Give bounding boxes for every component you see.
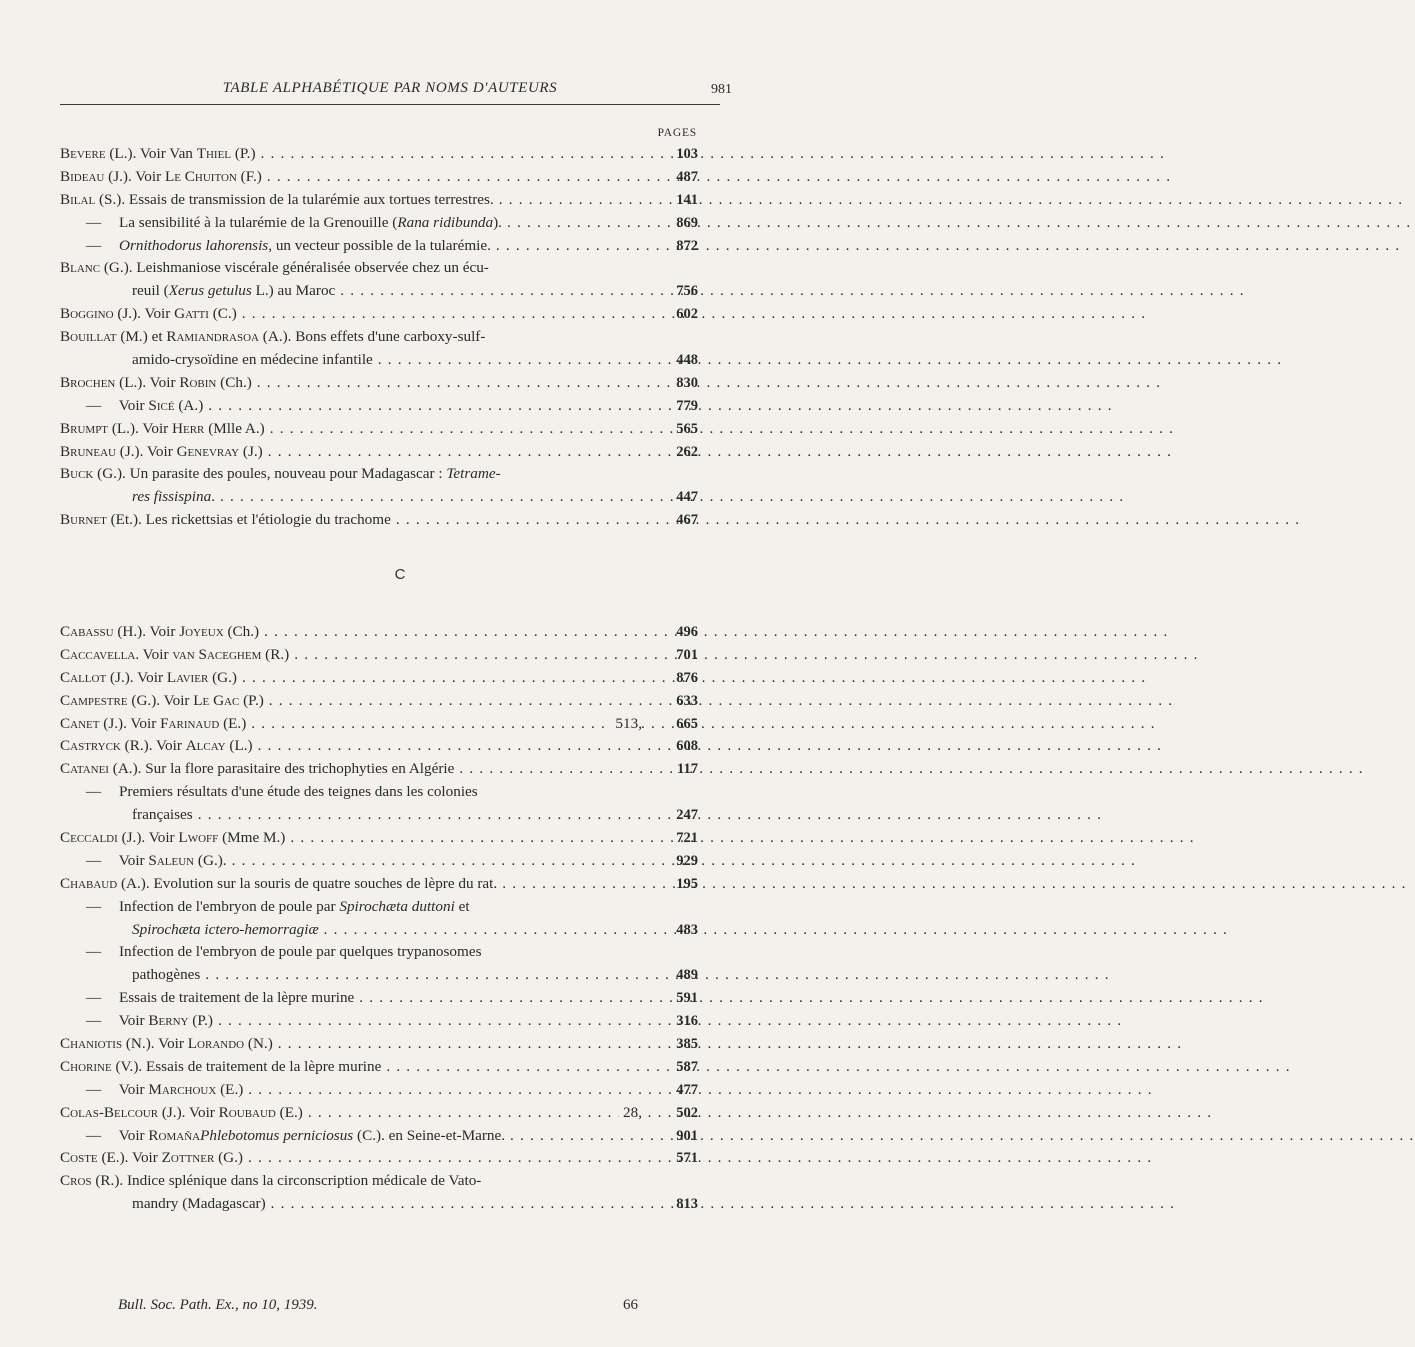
entry-text	[132, 280, 646, 303]
referenced-author: Herr	[172, 419, 205, 437]
extra-page: 513,	[611, 713, 642, 736]
entry-detail: (H.). Voir	[113, 623, 180, 640]
author-name: Catanei	[60, 760, 109, 778]
entry-detail: (Mme M.)	[218, 829, 286, 847]
entry-detail: mandry (Madagascar)	[132, 1195, 266, 1213]
entry-text	[60, 189, 646, 212]
index-entry	[60, 987, 698, 1010]
entry-detail: (L.). Voir	[115, 373, 180, 391]
running-header	[60, 78, 732, 105]
index-entry	[60, 372, 698, 395]
entry-text	[60, 621, 646, 644]
entry-detail: (J.). Voir	[158, 1103, 219, 1121]
entry-detail: (R.). Indice splénique dans la circonscription médicale de Vato-	[91, 1172, 482, 1190]
referenced-author: Genevray	[176, 442, 240, 460]
referenced-author: Lorando	[187, 1035, 245, 1053]
entry-text	[86, 1125, 646, 1148]
entry-detail: (P.)	[231, 145, 256, 162]
referenced-author: Gatti	[174, 305, 209, 323]
index-entry	[60, 303, 698, 326]
page-reference: 602	[676, 306, 698, 323]
entry-detail: (L.). Voir	[108, 419, 173, 437]
entry-detail: (C.).	[353, 1126, 389, 1144]
entry-detail: (G.). Leishmaniose viscérale généralisée observée chez un écu-	[100, 259, 489, 277]
referenced-author: Le Gac	[193, 691, 240, 709]
entry-detail: (C.)	[208, 305, 237, 323]
entry-detail: pathogènes	[132, 966, 201, 984]
index-entry	[60, 781, 698, 804]
entry-dash: —	[86, 897, 105, 915]
page-reference: 929	[676, 852, 698, 869]
page-reference: 756	[676, 283, 698, 300]
referenced-author: Romaña	[148, 1126, 201, 1144]
entry-detail: (R.)	[261, 645, 290, 663]
entry-detail: (M.) et	[116, 328, 167, 346]
scientific-name: Xerus getulus	[168, 282, 252, 300]
referenced-author: Lwoff	[178, 829, 219, 847]
entry-dash: —	[86, 396, 105, 414]
entry-detail: (R.). Voir	[120, 737, 186, 755]
entry-text	[132, 804, 646, 827]
page-reference: 502	[676, 1104, 698, 1121]
entry-detail: Infection de l'embryon de poule par	[118, 897, 340, 915]
entry-dash: —	[86, 1126, 105, 1144]
entry-detail: françaises	[132, 806, 193, 824]
referenced-author: Robin	[179, 373, 217, 391]
index-entry	[60, 212, 698, 235]
index-entry	[60, 1056, 698, 1079]
scientific-name: Phlebotomus perniciosus	[200, 1126, 354, 1144]
scientific-name: Rana ridibunda	[397, 213, 494, 231]
entry-detail: Infection de l'embryon de poule par quelques trypanosomes	[118, 943, 482, 961]
index-section-b	[60, 143, 698, 532]
entry-dash: —	[86, 213, 105, 231]
page-reference: 489	[676, 967, 698, 984]
index-entry	[60, 395, 698, 418]
entry-detail: (G.). Un parasite des poules, nouveau pour Madagascar :	[93, 465, 447, 483]
author-name: Boggino	[60, 305, 114, 323]
entry-detail: (A.). Bons effets d'une carboxy-sulf-	[259, 328, 486, 346]
entry-text	[60, 713, 646, 736]
entry-detail: (P.)	[188, 1012, 213, 1030]
pages-column-label: PAGES	[657, 127, 697, 139]
entry-text	[60, 873, 646, 896]
entry-text	[132, 964, 646, 987]
page-reference: 496	[676, 624, 698, 640]
author-name: Blanc	[60, 259, 101, 277]
page-reference: 487	[676, 168, 698, 185]
referenced-author: Saleun	[148, 851, 195, 869]
entry-dash: —	[86, 989, 105, 1007]
entry-text	[86, 395, 646, 418]
index-entry	[60, 441, 698, 464]
index-entry	[60, 463, 698, 486]
entry-detail: L.) au Maroc	[251, 282, 336, 300]
entry-detail: (J.). Voir	[104, 167, 165, 185]
entry-text	[60, 1170, 646, 1193]
page-footer	[118, 1297, 638, 1319]
scientific-name: res fissispina	[132, 488, 212, 506]
index-entry	[60, 896, 698, 919]
entry-text	[60, 1102, 646, 1125]
sheet-number: 66	[623, 1297, 638, 1313]
author-name: Campestre	[60, 691, 128, 709]
entry-detail: (V.). Essais de traitement de la lèpre murine	[111, 1057, 382, 1075]
page-reference: 779	[676, 397, 698, 414]
index-entry	[60, 667, 698, 690]
author-name: Bruneau	[60, 442, 116, 460]
page-reference: 448	[676, 352, 698, 369]
entry-text	[132, 1193, 646, 1216]
extra-page: 28,	[619, 1102, 642, 1125]
entry-text	[60, 1147, 646, 1170]
referenced-author: Farinaud	[160, 714, 220, 732]
referenced-author: Ramiandrasoa	[166, 328, 259, 346]
index-entry	[60, 189, 698, 212]
scientific-name: Ornithodorus lahorensis	[118, 236, 269, 254]
entry-detail: , un vecteur possible de la tularémie.	[268, 236, 491, 254]
entry-detail: (A.). Evolution sur la souris de quatre souches de lèpre du rat.	[117, 874, 498, 892]
entry-detail: Voir	[118, 1126, 149, 1144]
author-name: Coste	[60, 1149, 98, 1167]
entry-detail: (J.). Voir	[113, 305, 175, 323]
index-entry	[60, 1170, 698, 1193]
section-letter: C	[394, 566, 406, 583]
page-reference: 117	[677, 761, 698, 778]
entry-detail: (F.)	[236, 167, 262, 185]
page-reference: 103	[676, 146, 698, 162]
author-name: Caccavella	[60, 645, 136, 663]
index-entry	[60, 1125, 698, 1148]
author-name: Castryck	[60, 737, 121, 755]
entry-detail: en Seine-et-Marne.	[388, 1126, 506, 1144]
page-reference: 483	[676, 921, 698, 938]
author-name: Chaniotis	[60, 1035, 123, 1053]
entry-text	[60, 690, 646, 713]
author-name: Brumpt	[60, 419, 109, 437]
entry-text	[60, 441, 646, 464]
author-name: Brochen	[60, 373, 116, 391]
entry-text	[86, 212, 646, 235]
index-entry	[60, 1079, 698, 1102]
index-entry	[60, 1010, 698, 1033]
referenced-author: Zottner	[161, 1149, 215, 1167]
entry-detail: (J.). Voir	[117, 829, 179, 847]
page-reference: 587	[676, 1058, 698, 1075]
entry-dash: —	[86, 851, 105, 869]
entry-detail: (Ch.)	[223, 623, 260, 640]
index-entry	[60, 735, 698, 758]
referenced-author: Thiel	[196, 145, 232, 162]
entry-detail: ).	[493, 213, 502, 231]
entry-text	[60, 509, 646, 532]
page-reference: 633	[676, 692, 698, 709]
entry-detail: Voir	[118, 851, 149, 869]
author-name: Burnet	[60, 511, 107, 529]
page-reference: 830	[676, 374, 698, 391]
entry-detail: (J.)	[239, 442, 263, 460]
index-entry	[60, 509, 698, 532]
entry-text	[60, 143, 646, 166]
entry-text	[60, 758, 646, 781]
entry-text	[60, 735, 646, 758]
index-entry	[60, 804, 698, 827]
entry-detail: (A.)	[174, 396, 204, 414]
entry-detail: (G.). Voir	[127, 691, 194, 709]
entry-dash: —	[86, 783, 105, 801]
page-number: 981	[711, 82, 732, 97]
index-entry	[60, 827, 698, 850]
index-entry	[60, 235, 698, 258]
entry-dash: —	[86, 1012, 105, 1030]
page-reference: 701	[676, 646, 698, 663]
page-reference: 591	[676, 990, 698, 1007]
entry-detail: Premiers résultats d'une étude des teignes dans les colonies	[118, 783, 478, 801]
entry-dash: —	[86, 236, 105, 254]
author-name: Bideau	[60, 167, 105, 185]
entry-detail: Voir	[118, 1080, 149, 1098]
entry-text	[60, 463, 646, 486]
index-entry	[60, 349, 698, 372]
entry-dash: —	[86, 943, 105, 961]
page-reference: 477	[676, 1081, 698, 1098]
index-entry	[60, 941, 698, 964]
entry-detail: (G.).	[194, 851, 227, 869]
entry-text	[60, 372, 646, 395]
entry-text	[60, 303, 646, 326]
entry-detail: Voir	[118, 1012, 149, 1030]
entry-detail: (Ch.)	[216, 373, 252, 391]
entry-dash: —	[86, 1080, 105, 1098]
entry-detail: . Voir	[135, 645, 173, 663]
entry-detail: (E.)	[275, 1103, 303, 1121]
page-reference: 447	[676, 489, 698, 506]
referenced-author: Alcay	[185, 737, 226, 755]
index-entry	[60, 919, 698, 942]
index-entry	[60, 964, 698, 987]
index-entry	[60, 166, 698, 189]
index-entry	[60, 143, 698, 166]
entry-detail: (E.)	[216, 1080, 244, 1098]
index-entry	[60, 1193, 698, 1216]
page-reference: 195	[676, 875, 698, 892]
page-reference: 141	[676, 191, 698, 208]
author-name: Canet	[60, 714, 100, 732]
index-entry	[60, 1033, 698, 1056]
author-name: Callot	[60, 668, 107, 686]
entry-text	[132, 919, 646, 942]
page-reference: 608	[676, 738, 698, 755]
page-reference: 467	[676, 512, 698, 529]
index-entry	[60, 644, 698, 667]
referenced-author: Lavier	[166, 668, 209, 686]
page-reference: 262	[676, 443, 698, 460]
page-reference: 813	[676, 1196, 698, 1213]
entry-detail: (N.). Voir	[122, 1035, 188, 1053]
entry-detail: .	[211, 488, 215, 506]
entry-detail: La sensibilité à la tularémie de la Grenouille (	[118, 213, 398, 231]
page-title: TABLE ALPHABÉTIQUE PAR NOMS D'AUTEURS	[222, 80, 558, 96]
index-entry	[60, 326, 698, 349]
author-name: Bilal	[60, 190, 96, 208]
index-entry	[60, 621, 698, 644]
scientific-name: Spirochæta ictero-hemorragiæ	[132, 920, 319, 938]
entry-detail: et	[454, 897, 470, 915]
entry-detail: (A.). Sur la flore parasitaire des trichophyties en Algérie	[108, 760, 455, 778]
author-name: Chorine	[60, 1057, 112, 1075]
entry-detail: (J.). Voir	[115, 442, 177, 460]
entry-text	[132, 349, 646, 372]
entry-text	[60, 418, 646, 441]
page-reference: 901	[676, 1127, 698, 1144]
entry-detail: (E.). Voir	[97, 1149, 162, 1167]
author-name: Cros	[60, 1172, 92, 1190]
entry-text	[60, 644, 646, 667]
scientific-name: Tetrame-	[446, 465, 501, 483]
entry-detail: (Mlle A.)	[204, 419, 265, 437]
referenced-author: Roubaud	[218, 1103, 276, 1121]
entry-text	[86, 235, 646, 258]
entry-detail: (J.). Voir	[106, 668, 167, 686]
index-entry	[60, 690, 698, 713]
author-name: Bevere	[60, 145, 106, 162]
entry-text	[86, 1010, 646, 1033]
entry-detail: (N.)	[244, 1035, 273, 1053]
entry-detail: (E.)	[219, 714, 247, 732]
referenced-author: Berny	[148, 1012, 189, 1030]
scientific-name: Spirochæta duttoni	[339, 897, 455, 915]
entry-text	[86, 850, 646, 873]
index-entry	[60, 758, 698, 781]
entry-text	[86, 987, 646, 1010]
author-name: Buck	[60, 465, 94, 483]
index-section-c	[60, 621, 698, 1216]
referenced-author: Sicé	[148, 396, 175, 414]
page-reference: 571	[676, 1150, 698, 1167]
page-reference: 869	[676, 214, 698, 231]
referenced-author: Marchoux	[148, 1080, 217, 1098]
index-entry	[60, 280, 698, 303]
author-name: Chabaud	[60, 874, 118, 892]
entry-text	[60, 827, 646, 850]
entry-text	[86, 1079, 646, 1102]
referenced-author: Le Chuiton	[164, 167, 237, 185]
page-reference: 665	[676, 715, 698, 732]
entry-detail: (L.). Voir Van	[105, 145, 197, 162]
page-reference: 316	[676, 1013, 698, 1030]
entry-text	[60, 667, 646, 690]
entry-detail: amido-crysoïdine en médecine infantile	[132, 351, 373, 369]
referenced-author: van Saceghem	[172, 645, 262, 663]
page-reference: 565	[676, 420, 698, 437]
entry-detail: (G.)	[208, 668, 237, 686]
entry-text	[60, 326, 646, 349]
page-reference: 247	[676, 807, 698, 824]
page-reference: 872	[676, 237, 698, 254]
entry-text	[86, 896, 646, 919]
entry-detail: (P.)	[239, 691, 264, 709]
entry-detail: Essais de traitement de la lèpre murine	[118, 989, 355, 1007]
index-entry	[60, 486, 698, 509]
page-reference: 721	[676, 830, 698, 847]
entry-text	[60, 166, 646, 189]
index-entry	[60, 257, 698, 280]
index-entry	[60, 1147, 698, 1170]
entry-text	[86, 941, 646, 964]
author-name: Bouillat	[60, 328, 117, 346]
author-name: Colas-Belcour	[60, 1103, 159, 1121]
page-reference: 876	[676, 669, 698, 686]
entry-detail: (S.). Essais de transmission de la tularémie aux tortues terrestres.	[95, 190, 494, 208]
index-entry	[60, 1102, 698, 1125]
index-entry	[60, 873, 698, 896]
index-entry	[60, 418, 698, 441]
entry-detail: (J.). Voir	[99, 714, 161, 732]
author-name: Cabassu	[60, 623, 114, 640]
entry-detail: (Et.). Les rickettsias et l'étiologie du trachome	[106, 511, 391, 529]
entry-detail: (L.)	[225, 737, 253, 755]
index-entry	[60, 713, 698, 736]
index-entry	[60, 850, 698, 873]
page-reference: 385	[676, 1036, 698, 1053]
entry-detail: reuil (	[132, 282, 169, 300]
entry-detail: Voir	[118, 396, 149, 414]
entry-detail: (G.)	[214, 1149, 243, 1167]
entry-text	[86, 781, 646, 804]
entry-text	[132, 486, 646, 509]
entry-text	[60, 1033, 646, 1056]
referenced-author: Joyeux	[179, 623, 224, 640]
entry-text	[60, 257, 646, 280]
author-name: Ceccaldi	[60, 829, 118, 847]
entry-text	[60, 1056, 646, 1079]
journal-citation: Bull. Soc. Path. Ex., no 10, 1939.	[118, 1297, 318, 1313]
